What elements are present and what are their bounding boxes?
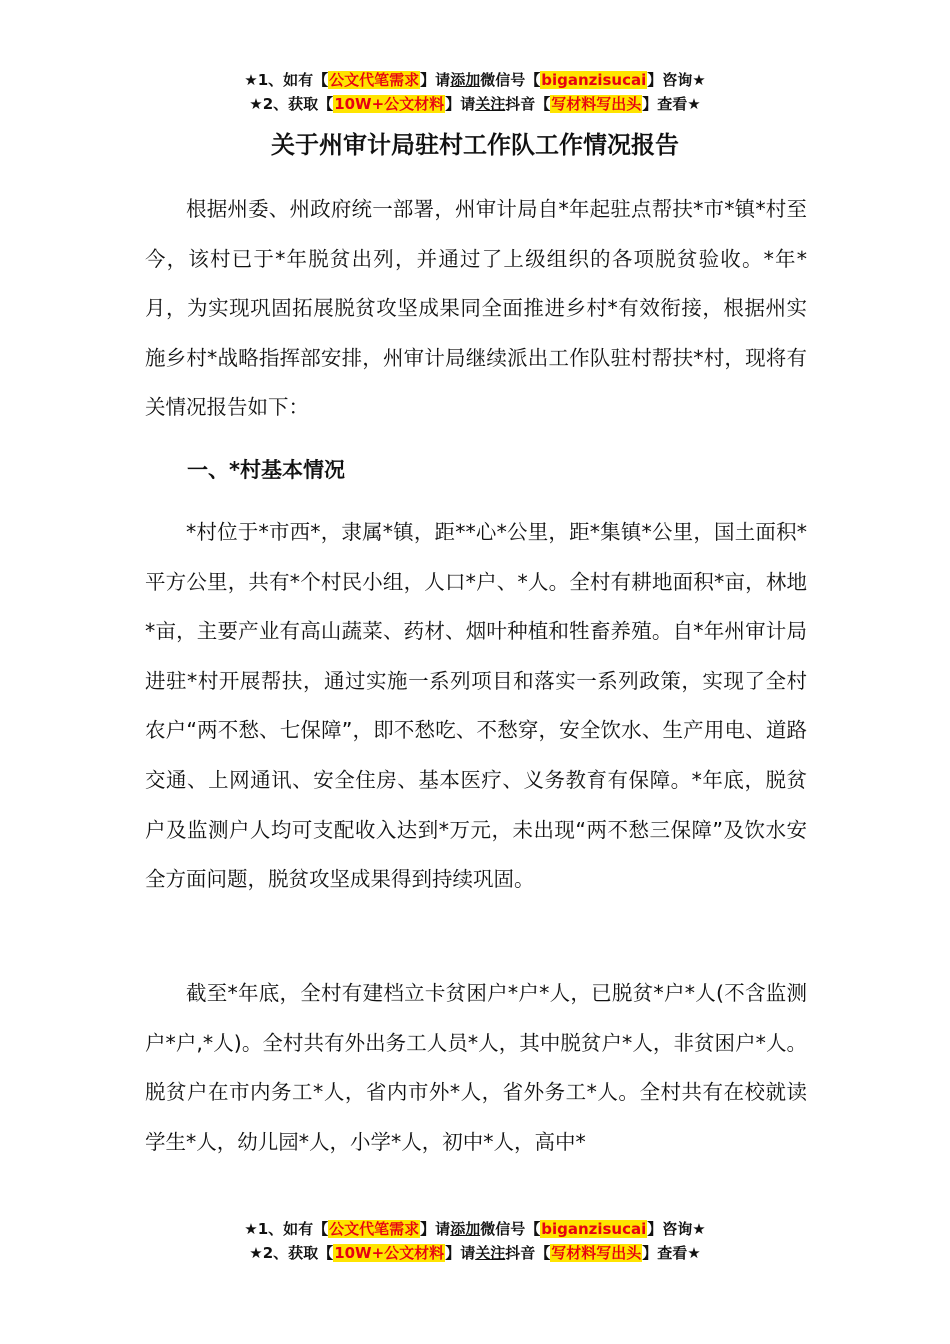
banner-text: 】请 bbox=[445, 1244, 476, 1262]
banner-line-2 bbox=[0, 1241, 950, 1265]
banner-text: 抖音【 bbox=[505, 95, 551, 113]
paragraph-basic-situation: *村位于*市西*，隶属*镇，距**心*公里，距*集镇*公里，国土面积*平方公里，共有*个村民小组，人口*户、*人。全村有耕地面积*亩，林地*亩，主要产业有高山蔬菜、药材、烟叶种植和牲畜养殖。自*年州审计局进驻*村开展帮扶，通过实施一系列项目和落实一系列政策，实现了全村农户“两不愁、七保障”，即不愁吃、不愁穿，安全饮水、生产用电、道路交通、上网通讯、安全住房、基本医疗、义务教育有保障。*年底，脱贫户及监测户人均可支配收入达到*万元，未出现“两不愁三保障”及饮水安全方面问题，脱贫攻坚成果得到持续巩固。 bbox=[145, 520, 807, 892]
banner-text: 】查看★ bbox=[642, 95, 701, 113]
banner-highlight: 写材料写出头 bbox=[551, 1244, 642, 1262]
banner-text: 微信号【 bbox=[480, 1220, 541, 1238]
banner-text: 】请 bbox=[420, 1220, 451, 1238]
header-banner bbox=[0, 68, 950, 116]
banner-text: 】请 bbox=[420, 71, 451, 89]
banner-text: 】请 bbox=[445, 95, 476, 113]
banner-line-2 bbox=[0, 92, 950, 116]
banner-text: 抖音【 bbox=[505, 1244, 551, 1262]
banner-line-1 bbox=[0, 1217, 950, 1241]
banner-highlight: 公文代笔需求 bbox=[329, 1220, 420, 1238]
banner-highlight: 10W+公文材料 bbox=[334, 95, 445, 113]
banner-underlined: 添加 bbox=[450, 1220, 481, 1238]
banner-text: ★1、如有【 bbox=[244, 71, 329, 89]
banner-text: 】查看★ bbox=[642, 1244, 701, 1262]
banner-text: ★2、获取【 bbox=[249, 95, 334, 113]
document-title: 关于州审计局驻村工作队工作情况报告 bbox=[271, 131, 679, 159]
banner-text: 】咨询★ bbox=[647, 1220, 706, 1238]
banner-text: ★2、获取【 bbox=[249, 1244, 334, 1262]
footer-banner bbox=[0, 1217, 950, 1265]
banner-highlight: 公文代笔需求 bbox=[329, 71, 420, 89]
banner-highlight: biganzisucai bbox=[541, 1220, 647, 1238]
banner-text: ★1、如有【 bbox=[244, 1220, 329, 1238]
banner-text: 】咨询★ bbox=[647, 71, 706, 89]
banner-highlight: 10W+公文材料 bbox=[334, 1244, 445, 1262]
paragraph-statistics: 截至*年底，全村有建档立卡贫困户*户*人，已脱贫*户*人(不含监测户*户,*人)。全村共有外出务工人员*人，其中脱贫户*人，非贫困户*人。脱贫户在市内务工*人，省内市外*人，省外务工*人。全村共有在校就读学生*人，幼儿园*人，小学*人，初中*人，高中* bbox=[145, 981, 807, 1154]
banner-highlight: biganzisucai bbox=[541, 71, 647, 89]
banner-line-1 bbox=[0, 68, 950, 92]
banner-underlined: 关注 bbox=[475, 1244, 506, 1262]
section-heading: 一、*村基本情况 bbox=[187, 458, 345, 482]
banner-underlined: 添加 bbox=[450, 71, 481, 89]
banner-highlight: 写材料写出头 bbox=[551, 95, 642, 113]
banner-text: 微信号【 bbox=[480, 71, 541, 89]
paragraph-intro: 根据州委、州政府统一部署，州审计局自*年起驻点帮扶*市*镇*村至今，该村已于*年脱贫出列，并通过了上级组织的各项脱贫验收。*年*月，为实现巩固拓展脱贫攻坚成果同全面推进乡村*有效衔接，根据州实施乡村*战略指挥部安排，州审计局继续派出工作队驻村帮扶*村，现将有关情况报告如下： bbox=[145, 197, 807, 420]
banner-underlined: 关注 bbox=[475, 95, 506, 113]
